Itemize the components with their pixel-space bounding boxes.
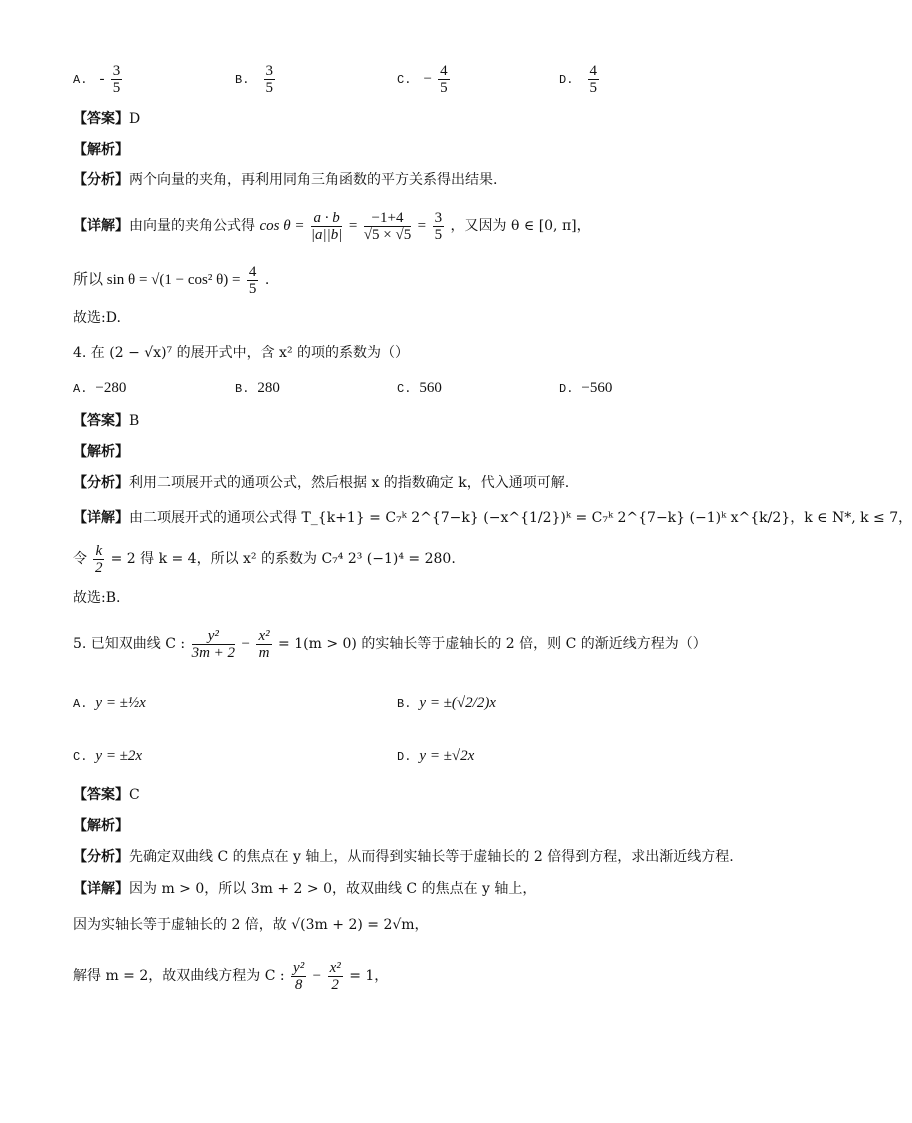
q5-line3: 解得 m = 2，故双曲线方程为 C : $\frac{\text{y²}}{8}$ − $\frac{\text{x²}}{2}$ = 1，	[73, 959, 389, 993]
q3-option-d: D. $\frac{4}{5}$	[559, 63, 598, 96]
q3-answer: 【答案】D	[73, 111, 141, 127]
q5-fenxi: 【分析】先确定双曲线 C 的焦点在 y 轴上，从而得到实轴长等于虚轴长的 2 倍得到方程，求出渐近线方程.	[73, 849, 734, 865]
q3-xiangjie: 【详解】由向量的夹角公式得 cos θ = $\frac{a \cdot b}{|a||b|}$ = $\frac{-1+4}{√5 \times √5}$ = $\frac{3}{5}$ ，又因为 θ ∈ [0, π]，	[73, 209, 591, 243]
q5-answer: 【答案】C	[73, 787, 140, 803]
q3-line2: 所以 sin θ = √(1 − cos² θ) = $\frac{4}{5}$ .	[73, 263, 270, 297]
q3-option-c: C. − $\frac{4}{5}$	[397, 63, 448, 96]
q3-guxuan: 故选:D.	[73, 310, 121, 326]
q4-fenxi: 【分析】利用二项展开式的通项公式，然后根据 x 的指数确定 k，代入通项可解.	[73, 475, 570, 491]
q4-stem: 4. 在 (2 − √x)⁷ 的展开式中，含 x² 的项的系数为（）	[73, 345, 410, 361]
q5-option-b: B. y = ±(√2/2)x	[397, 695, 496, 711]
q4-jiexi: 【解析】	[73, 444, 129, 460]
q5-stem: 5. 已知双曲线 C : $\frac{\text{y²}}{3m + 2}$ − $\frac{\text{x²}}{m}$ = 1(m > 0) 的实轴长等于虚轴长的 2 倍，则 C 的渐近线方程为（）	[73, 627, 707, 661]
q4-option-c: C. 560	[397, 380, 442, 396]
q4-option-b: B. 280	[235, 380, 280, 396]
q5-option-c: C. y = ±2x	[73, 748, 143, 764]
q4-answer: 【答案】B	[73, 413, 140, 429]
q4-option-a: A. −280	[73, 380, 127, 396]
q3-jiexi: 【解析】	[73, 142, 129, 158]
q4-xiangjie: 【详解】由二项展开式的通项公式得 T_{k+1} = C₇ᵏ 2^{7−k} (−x^{1/2})ᵏ = C₇ᵏ 2^{7−k} (−1)ᵏ x^{k/2}，k ∈ N*, k ≤ 7，	[73, 510, 912, 526]
q4-ling: 令 $\frac{k}{2}$ = 2 得 k = 4，所以 x² 的系数为 C₇⁴ 2³ (−1)⁴ = 280.	[73, 542, 456, 576]
q5-jiexi: 【解析】	[73, 818, 129, 834]
q5-line2: 因为实轴长等于虚轴长的 2 倍，故 √(3m + 2) = 2√m，	[73, 917, 429, 933]
q3-option-a: A. - $\frac{3}{5}$	[73, 63, 121, 96]
q3-fenxi: 【分析】两个向量的夹角，再利用同角三角函数的平方关系得出结果.	[73, 172, 498, 188]
q3-option-b: B. $\frac{3}{5}$	[235, 63, 274, 96]
q4-option-d: D. −560	[559, 380, 613, 396]
q5-xiangjie: 【详解】因为 m > 0，所以 3m + 2 > 0，故双曲线 C 的焦点在 y 轴上，	[73, 881, 537, 897]
q4-guxuan: 故选:B.	[73, 590, 121, 606]
q5-option-a: A. y = ±½x	[73, 695, 146, 711]
q5-option-d: D. y = ±√2x	[397, 748, 475, 764]
